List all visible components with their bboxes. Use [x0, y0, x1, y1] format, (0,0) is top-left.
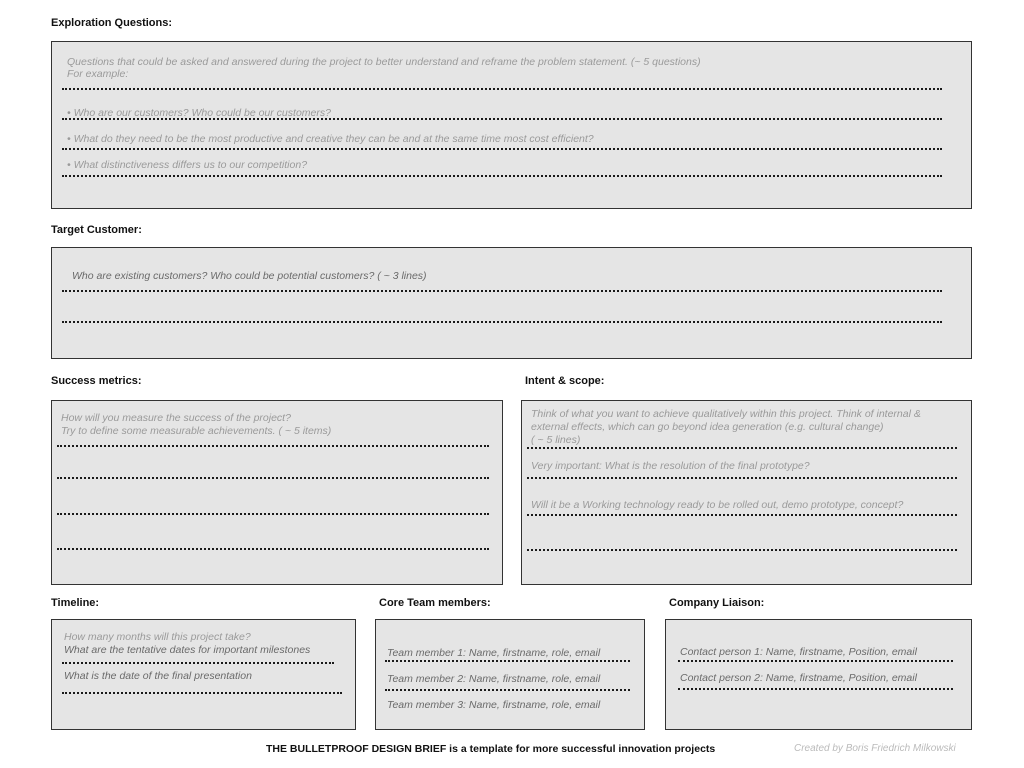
success-prompt-1: How will you measure the success of the project? — [61, 412, 291, 424]
exploration-heading: Exploration Questions: — [51, 17, 173, 29]
write-line — [57, 445, 489, 447]
intent-prompt-5: Will it be a Working technology ready to be rolled out, demo prototype, concept? — [531, 499, 904, 511]
exploration-question-2: • What do they need to be the most productive and creative they can be and at the same time most cost efficient? — [67, 133, 594, 145]
intent-prompt-3: ( ~ 5 lines) — [531, 434, 581, 446]
footer-title: THE BULLETPROOF DESIGN BRIEF is a template for more successful innovation projects — [266, 743, 716, 755]
liaison-contact-1: Contact person 1: Name, firstname, Position, email — [680, 646, 917, 658]
footer-credit: Created by Boris Friedrich Milkowski — [794, 743, 956, 754]
success-prompt-2: Try to define some measurable achievements. ( ~ 5 items) — [61, 425, 332, 437]
intent-heading: Intent & scope: — [525, 375, 605, 387]
team-field[interactable] — [375, 619, 645, 730]
target-heading: Target Customer: — [51, 224, 142, 236]
target-field[interactable] — [51, 247, 972, 359]
target-prompt: Who are existing customers? Who could be potential customers? ( ~ 3 lines) — [72, 270, 427, 282]
write-line — [57, 548, 489, 550]
exploration-question-1: • Who are our customers? Who could be our customers? — [67, 107, 331, 119]
liaison-contact-2: Contact person 2: Name, firstname, Position, email — [680, 672, 917, 684]
exploration-question-3: • What distinctiveness differs us to our competition? — [67, 159, 308, 171]
intent-prompt-2: external effects, which can go beyond idea generation (e.g. cultural change) — [531, 421, 884, 433]
write-line — [678, 660, 953, 662]
timeline-field[interactable] — [51, 619, 356, 730]
write-line — [527, 549, 957, 551]
timeline-prompt-1: How many months will this project take? — [64, 631, 251, 643]
liaison-heading: Company Liaison: — [669, 597, 765, 609]
liaison-field[interactable] — [665, 619, 972, 730]
write-line — [57, 477, 489, 479]
success-field[interactable] — [51, 400, 503, 585]
write-line — [62, 88, 942, 90]
write-line — [385, 689, 630, 691]
write-line — [57, 513, 489, 515]
write-line — [62, 321, 942, 323]
write-line — [62, 175, 942, 177]
write-line — [527, 447, 957, 449]
write-line — [62, 118, 942, 120]
timeline-prompt-3: What is the date of the final presentation — [64, 670, 252, 682]
team-heading: Core Team members: — [379, 597, 491, 609]
team-member-3: Team member 3: Name, firstname, role, email — [387, 699, 601, 711]
write-line — [62, 662, 334, 664]
success-heading: Success metrics: — [51, 375, 142, 387]
intent-prompt-4: Very important: What is the resolution of the final prototype? — [531, 460, 810, 472]
intent-field[interactable] — [521, 400, 972, 585]
write-line — [385, 660, 630, 662]
timeline-prompt-2: What are the tentative dates for important milestones — [64, 644, 311, 656]
intent-prompt-1: Think of what you want to achieve qualitatively within this project. Think of internal & — [531, 408, 921, 420]
write-line — [527, 514, 957, 516]
exploration-field[interactable] — [51, 41, 972, 209]
team-member-2: Team member 2: Name, firstname, role, email — [387, 673, 601, 685]
write-line — [62, 692, 342, 694]
exploration-example-label: For example: — [67, 68, 129, 80]
write-line — [678, 688, 953, 690]
write-line — [62, 290, 942, 292]
write-line — [62, 148, 942, 150]
timeline-heading: Timeline: — [51, 597, 100, 609]
team-member-1: Team member 1: Name, firstname, role, email — [387, 647, 601, 659]
exploration-intro: Questions that could be asked and answered during the project to better understand and reframe the problem statement. (~ 5 questions) — [67, 56, 701, 68]
write-line — [527, 477, 957, 479]
